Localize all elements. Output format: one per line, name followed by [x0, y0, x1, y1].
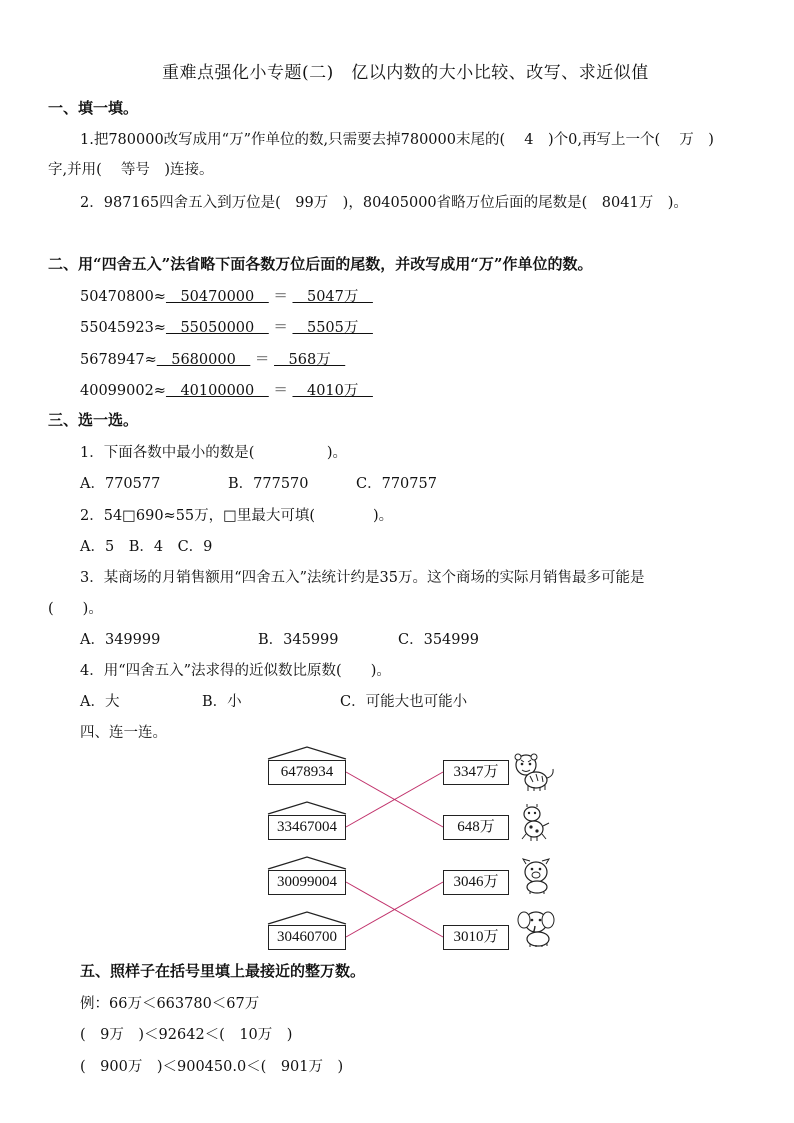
tiger-icon [512, 752, 556, 792]
left-number-box: 6478934 [268, 760, 346, 785]
pig-icon [520, 858, 554, 894]
house-roof [268, 747, 346, 759]
s1-q2: 2．987165四舍五入到万位是( 99万 )，80405000省略万位后面的尾数是( 8041万 )。 [80, 195, 688, 211]
s2-answer-b: 5047万 [292, 289, 373, 305]
house-roof [268, 857, 346, 869]
s1-q1-line1: 1.把780000改写成用“万”作单位的数,只需要去掉780000末尾的( 4 )个0,再写上一个( 万 ) [80, 132, 714, 148]
s5-row-1: ( 9万 )＜92642＜( 10万 ) [80, 1027, 293, 1043]
s2-answer-a: 55050000 [165, 320, 269, 336]
right-number-box: 3347万 [443, 760, 509, 785]
s2-answer-a: 5680000 [156, 352, 251, 368]
s2-answer-a: 50470000 [165, 289, 269, 305]
s3-q1-option-b: B．777570 [228, 476, 309, 492]
s3-q1-option-c: C．770757 [356, 476, 437, 492]
house-roof [268, 912, 346, 924]
section-1-heading: 一、填一填。 [48, 99, 139, 117]
left-number-box: 30099004 [268, 870, 346, 895]
s2-equals: ＝ [273, 320, 288, 336]
s2-number: 40099002≈ [80, 383, 166, 399]
s2-answer-b: 568万 [274, 352, 346, 368]
section-2-heading: 二、用“四舍五入”法省略下面各数万位后面的尾数，并改写成用“万”作单位的数。 [48, 255, 593, 273]
s3-q2-options: A．5 B．4 C．9 [80, 539, 213, 555]
s3-q4-option-c: C．可能大也可能小 [340, 694, 468, 710]
s1-q1-line2: 字,并用( 等号 )连接。 [48, 162, 214, 178]
s3-q3-option-c: C．354999 [398, 632, 479, 648]
giraffe-icon [518, 804, 552, 842]
s3-q4: 4．用“四舍五入”法求得的近似数比原数( )。 [80, 663, 391, 679]
s2-equals: ＝ [254, 352, 270, 368]
s5-example: 例：66万＜663780＜67万 [80, 996, 260, 1012]
s5-row-2: ( 900万 )＜900450.0＜( 901万 ) [80, 1059, 344, 1075]
s3-q1-option-a: A．770577 [80, 476, 161, 492]
s2-answer-b: 4010万 [292, 383, 373, 399]
section-4-heading: 四、连一连。 [80, 725, 167, 741]
right-number-box: 3046万 [443, 870, 509, 895]
section-3-heading: 三、选一选。 [48, 411, 139, 429]
page-title: 重难点强化小专题(二) 亿以内数的大小比较、改写、求近似值 [162, 63, 649, 83]
elephant-icon [514, 908, 556, 948]
s2-number: 55045923≈ [80, 320, 166, 336]
section-5-heading: 五、照样子在括号里填上最接近的整万数。 [80, 962, 366, 980]
s2-equals: ＝ [273, 289, 288, 305]
s2-answer-a: 40100000 [165, 383, 269, 399]
s3-q3-option-a: A．349999 [80, 632, 161, 648]
s3-q4-option-b: B．小 [202, 694, 242, 710]
s3-q3-line1: 3．某商场的月销售额用“四舍五入”法统计约是35万。这个商场的实际月销售最多可能是 [80, 570, 645, 586]
house-roof [268, 802, 346, 814]
s3-q3-option-b: B．345999 [258, 632, 339, 648]
s2-equals: ＝ [273, 383, 288, 399]
s3-q3-line2: ( )。 [48, 601, 103, 617]
right-number-box: 648万 [443, 815, 509, 840]
left-number-box: 30460700 [268, 925, 346, 950]
s2-answer-b: 5505万 [292, 320, 373, 336]
s3-q4-option-a: A．大 [80, 694, 120, 710]
s2-number: 5678947≈ [80, 352, 157, 368]
left-number-box: 33467004 [268, 815, 346, 840]
right-number-box: 3010万 [443, 925, 509, 950]
s2-number: 50470800≈ [80, 289, 166, 305]
s3-q1: 1．下面各数中最小的数是( )。 [80, 445, 348, 461]
s3-q2: 2．54□690≈55万，□里最大可填( )。 [80, 508, 394, 524]
